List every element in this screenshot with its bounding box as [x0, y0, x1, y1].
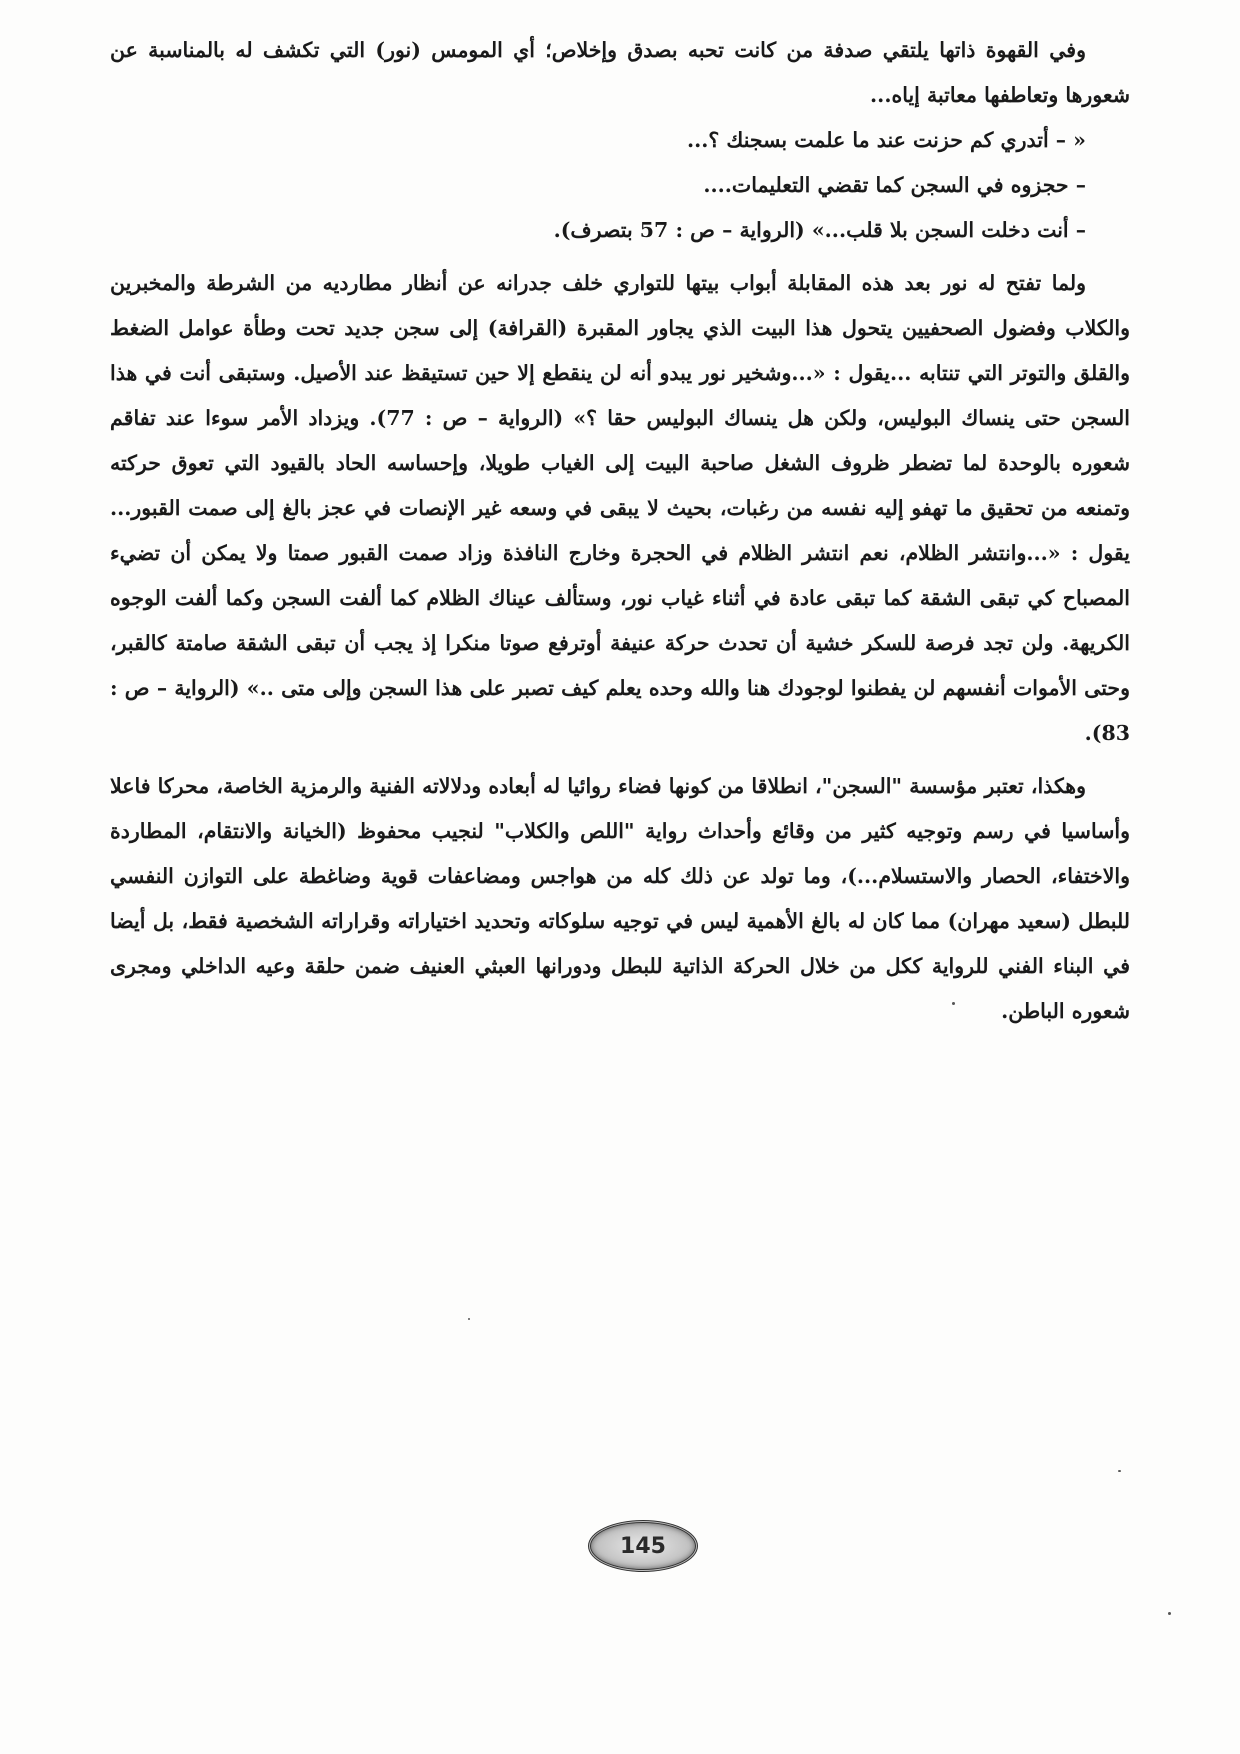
- body-text: [110, 28, 1130, 1034]
- scan-speck: [1168, 1612, 1171, 1615]
- paragraph-conclusion: وهكذا، تعتبر مؤسسة "السجن"، انطلاقا من كونها فضاء روائيا له أبعاده ودلالاته الفنية والرمزية الخاصة، محركا فاعلا وأساسيا في رسم وتوجيه كثير من وقائع وأحداث رواية "اللص والكلاب" لنجيب محفوظ (الخيانة والانتقام، المطاردة والاختفاء، الحصار والاستسلام...)، وما تولد عن ذلك كله من هواجس ومضاعفات قوية وضاغطة على التوازن النفسي للبطل (سعيد مهران) مما كان له بالغ الأهمية ليس في توجيه سلوكاته وتحديد اختياراته وقراراته الشخصية فقط، بل أيضا في البناء الفني للرواية ككل من خلال الحركة الذاتية للبطل ودورانها العبثي العنيف ضمن حلقة وعيه الداخلي ومجرى شعوره الباطن.: [110, 774, 1130, 1023]
- scan-speck: [1118, 1470, 1121, 1472]
- scan-speck: [952, 1002, 955, 1005]
- dialogue-line-2: – حجزوه في السجن كما تقضي التعليمات....: [703, 173, 1086, 197]
- paragraph-house-prison: ولما تفتح له نور بعد هذه المقابلة أبواب بيتها للتواري خلف جدرانه عن أنظار مطارديه من الشرطة والمخبرين والكلاب وفضول الصحفيين يتحول هذا البيت الذي يجاور المقبرة (القرافة) إلى سجن جديد تحت وطأة عوامل الضغط والقلق والتوتر التي تنتابه ...يقول : «...وشخير نور يبدو أنه لن ينقطع إلا حين تستيقظ عند الأصيل. وستبقى أنت في هذا السجن حتى ينساك البوليس، ولكن هل ينساك البوليس حقا ؟» (الرواية – ص : 77). ويزداد الأمر سوءا عند تفاقم شعوره بالوحدة لما تضطر ظروف الشغل صاحبة البيت إلى الغياب طويلا، وإحساسه الحاد بالقيود التي تعوق حركته وتمنعه من تحقيق ما تهفو إليه نفسه من رغبات، بحيث لا يبقى في وسعه غير الإنصات في عجز بالغ إلى صمت القبور... يقول : «...وانتشر الظلام، نعم انتشر الظلام في الحجرة وخارج النافذة وزاد صمت القبور صمتا ولا يمكن أن تضيء المصباح كي تبقى الشقة كما تبقى عادة في أثناء غياب نور، وستألف عيناك الظلام كما ألفت السجن وكما ألفت الوجوه الكريهة. ولن تجد فرصة للسكر خشية أن تحدث حركة عنيفة أوترفع صوتا منكرا إذ يجب أن تبقى الشقة صامتة كالقبر، وحتى الأموات أنفسهم لن يفطنوا لوجودك هنا والله وحده يعلم كيف تصبر على هذا السجن وإلى متى ..» (الرواية – ص : 83).: [110, 271, 1130, 745]
- dialogue-line-3: – أنت دخلت السجن بلا قلب...» (الرواية – ص : 57 بتصرف).: [553, 218, 1086, 242]
- paragraph-nour-meeting: وفي القهوة ذاتها يلتقي صدفة من كانت تحبه بصدق وإخلاص؛ أي المومس (نور) التي تكشف له بالمناسبة عن شعورها وتعاطفها معاتبة إياه...: [110, 38, 1130, 107]
- scan-speck: [468, 1318, 470, 1320]
- page-number-badge: 145: [588, 1520, 698, 1572]
- dialogue-line-1: « – أتدري كم حزنت عند ما علمت بسجنك ؟...: [686, 128, 1086, 152]
